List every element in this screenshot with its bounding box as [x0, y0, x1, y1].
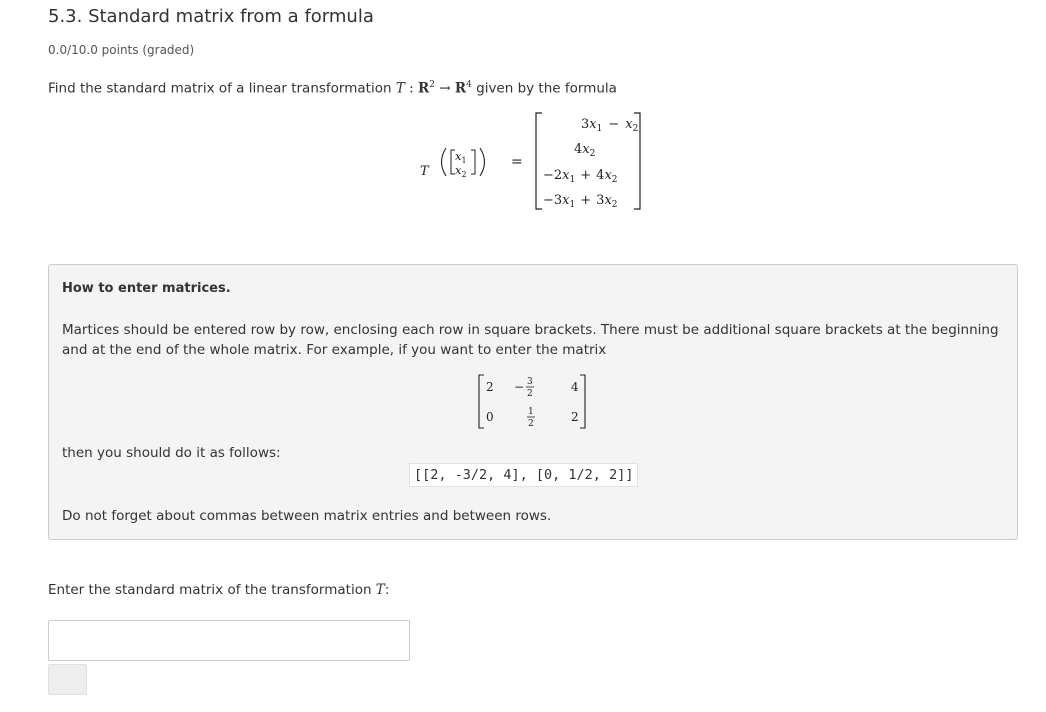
prompt-exp-codomain: 4 [466, 80, 472, 90]
prompt-text-before: Find the standard matrix of a linear transformation [48, 80, 396, 97]
prompt-R-codomain: R [454, 80, 467, 97]
example-r1c2-den: 2 [527, 389, 533, 399]
reminder-text: Do not forget about commas between matrix entries and between rows. [62, 508, 552, 524]
help-text: Martices should be entered row by row, enclosing each row in square brackets. There must be additional square brackets at the beginning and at the end of the whole matrix. For example, if you want to enter the matrix [62, 322, 999, 358]
output-row-2: $4x_2$ [574, 142, 596, 159]
prompt-text-after: given by the formula [471, 80, 617, 97]
answer-label-T: T [375, 582, 385, 598]
output-row-1: $3x_1 - x_2$ [581, 117, 639, 134]
submit-button[interactable] [48, 664, 87, 695]
paren-left [442, 148, 447, 176]
transformation-formula [410, 110, 650, 212]
points-status: 0.0/10.0 points (graded) [48, 43, 195, 57]
input-x2: $x_2$ [455, 163, 467, 179]
answer-label [48, 582, 389, 598]
example-r2c2-num: 1 [528, 407, 534, 417]
example-r2c3: 2 [571, 410, 579, 424]
output-row-4: $-3x_1 + 3x_2$ [543, 193, 618, 210]
example-r1c2-sign: − [514, 380, 525, 394]
example-r2c1: 0 [486, 410, 494, 424]
equals-sign: = [511, 154, 523, 170]
prompt-T: T [395, 80, 405, 97]
bracket-out-left [536, 113, 542, 209]
example-r2c2-den: 2 [528, 419, 534, 429]
bracket-in-right [471, 150, 475, 174]
example-bracket-left [479, 375, 484, 428]
formula-T: T [420, 164, 429, 179]
answer-label-before: Enter the standard matrix of the transformation [48, 582, 376, 598]
prompt-arrow: → [434, 80, 455, 97]
paren-right [480, 148, 485, 176]
help-title: How to enter matrices. [62, 281, 231, 296]
output-row-3: $-2x_1 + 4x_2$ [543, 168, 618, 185]
input-x1: $x_1$ [455, 149, 467, 165]
prompt-colon: : [404, 80, 418, 97]
prompt-exp-domain: 2 [429, 80, 435, 90]
problem-title: 5.3. Standard matrix from a formula [48, 6, 374, 27]
answer-input[interactable] [48, 620, 410, 661]
code-example: [[2, -3/2, 4], [0, 1/2, 2]] [409, 463, 638, 487]
prompt-R-domain: R [417, 80, 430, 97]
example-r1c1: 2 [486, 380, 494, 394]
example-r1c2-num: 3 [527, 377, 533, 387]
then-text: then you should do it as follows: [62, 445, 281, 461]
answer-label-after: : [384, 582, 390, 598]
example-matrix [470, 372, 600, 432]
problem-prompt [48, 80, 617, 97]
example-r1c3: 4 [571, 380, 579, 394]
example-bracket-right [580, 375, 585, 428]
